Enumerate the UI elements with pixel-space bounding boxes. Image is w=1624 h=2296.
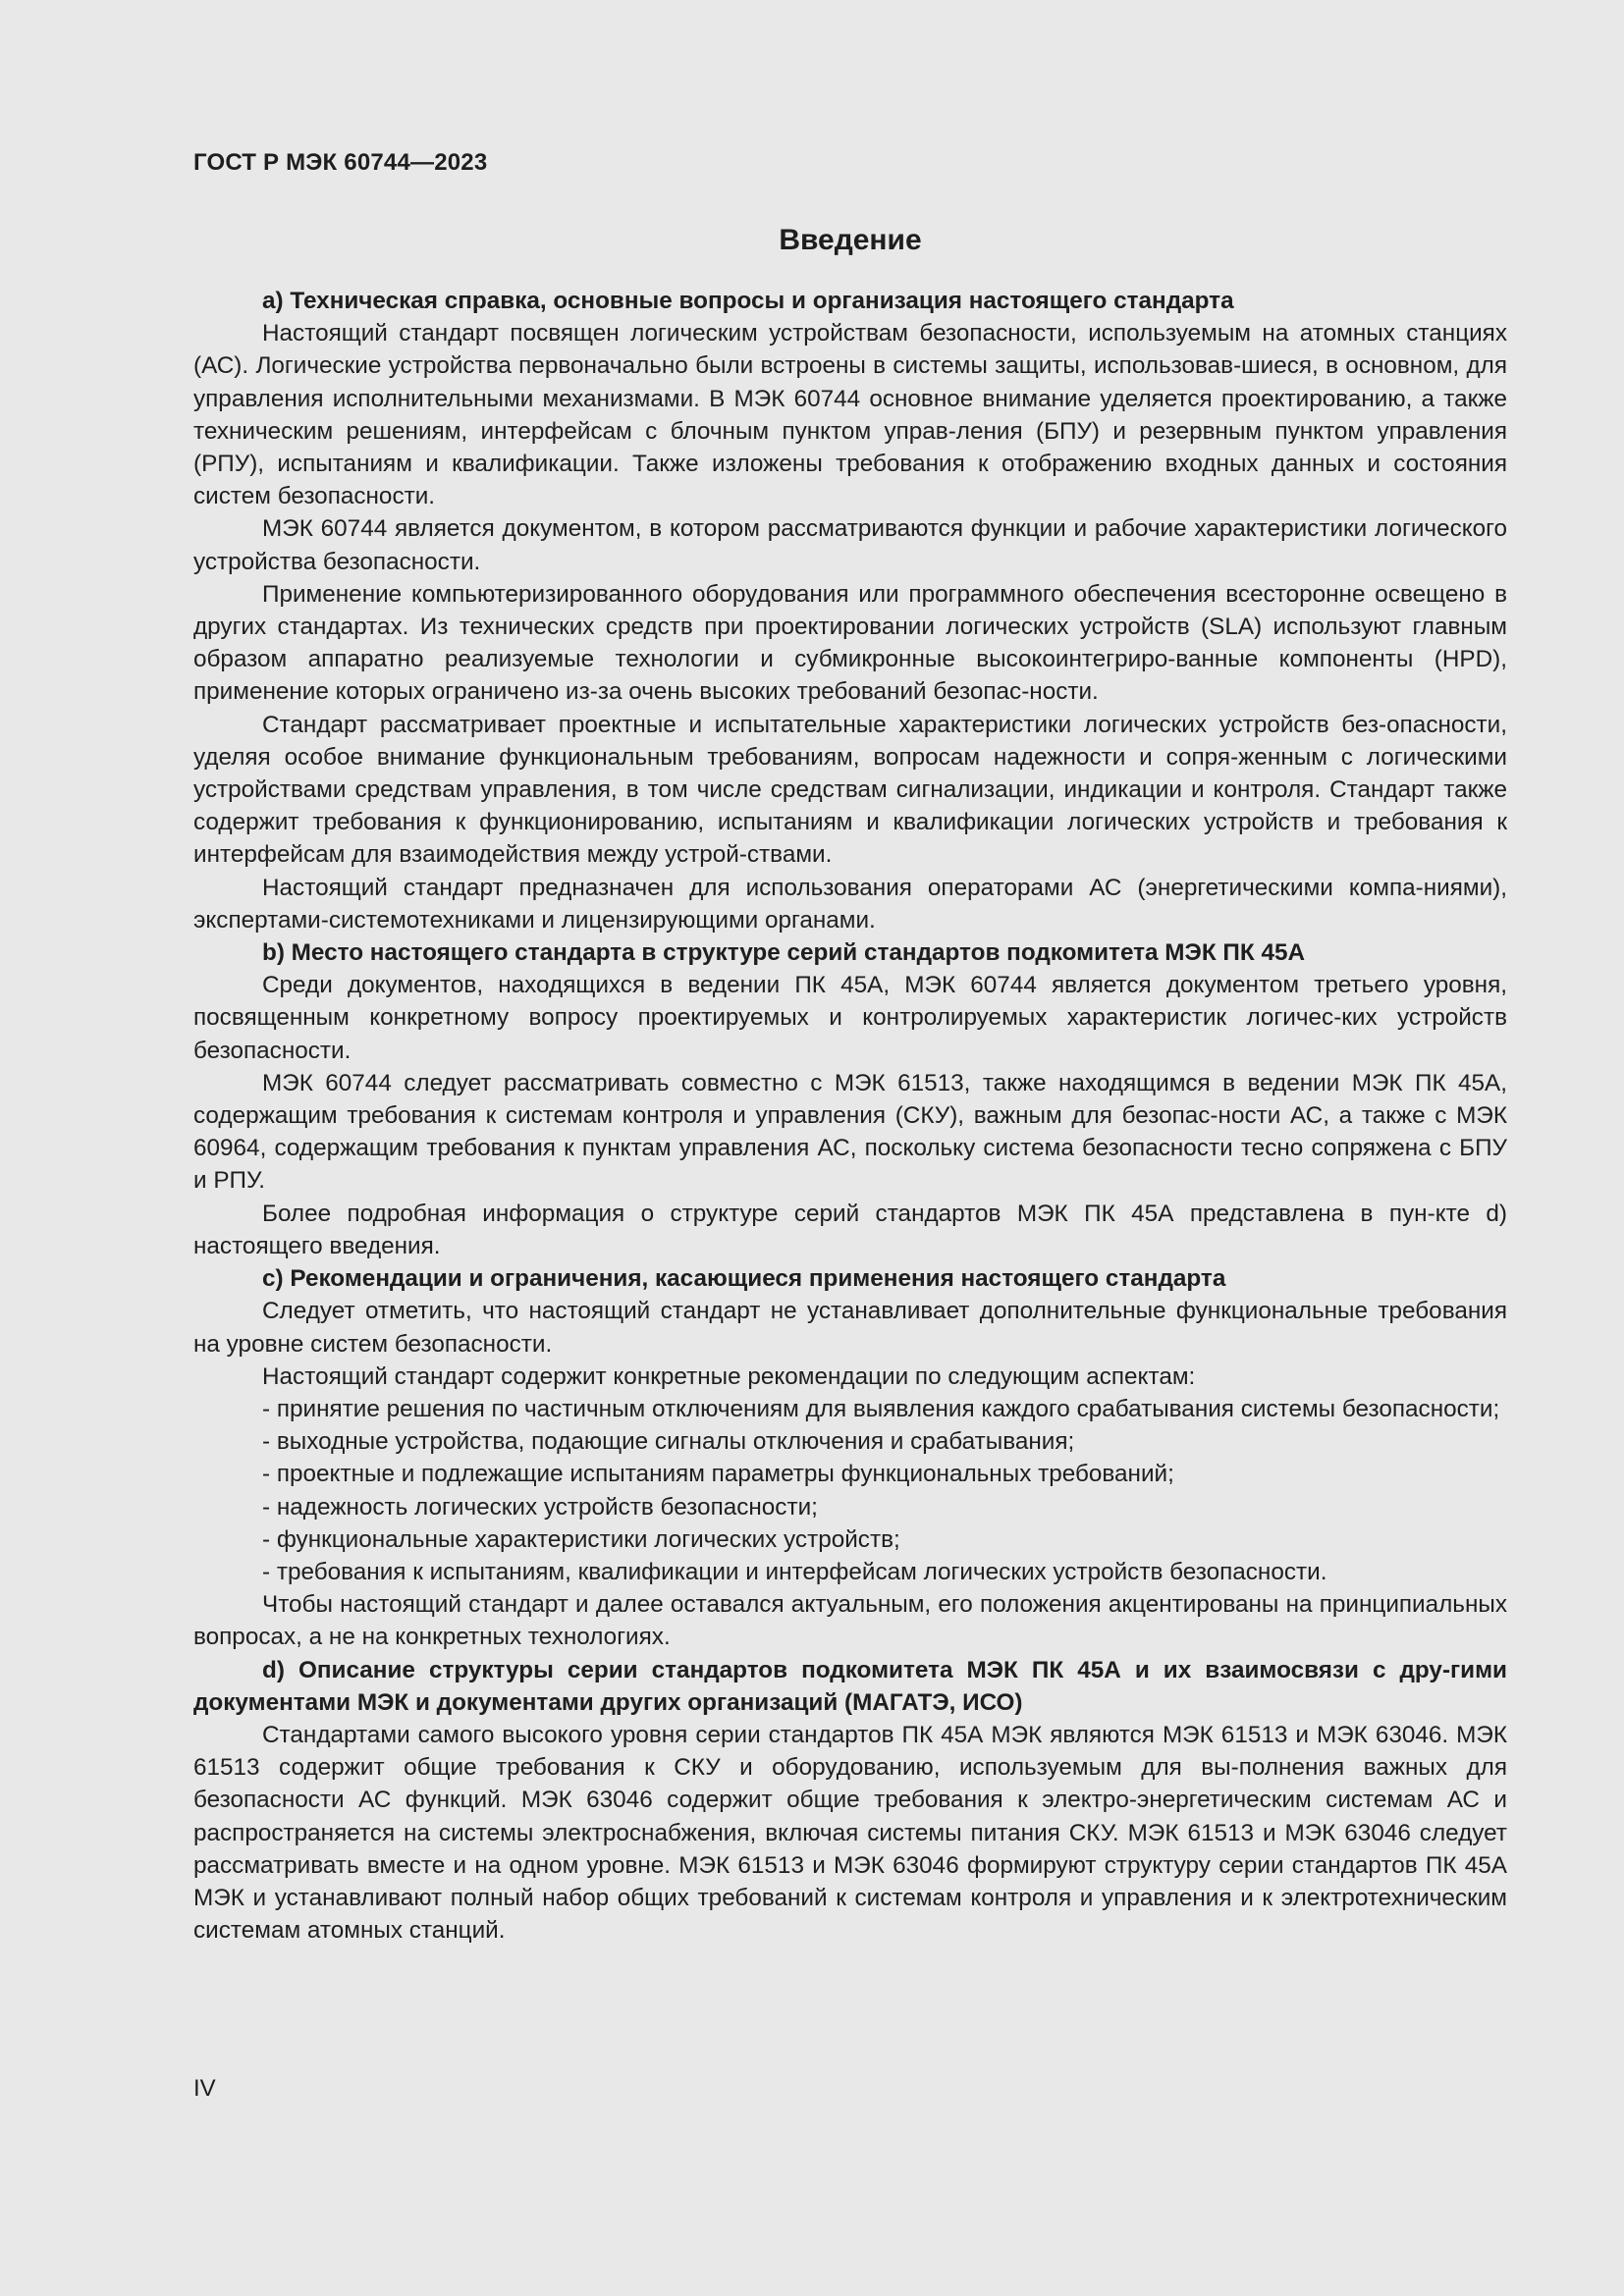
paragraph: Следует отметить, что настоящий стандарт не устанавливает дополнительные функциональные требования на уровне систем безопасности.	[193, 1298, 1507, 1358]
paragraph: Настоящий стандарт посвящен логическим устройствам безопасности, используемым на атомных станциях (АС). Логические устройства первоначально были встроены в системы защиты, использовав-шиеся, в основном, для управления исполнительными механизмами. В МЭК 60744 основное внимание уделяется проектированию, а также техническим решениям, интерфейсам с блочным пунктом управ-ления (БПУ) и резервным пунктом управления (РПУ), испытаниям и квалификации. Также изложены требования к отображению входных данных и состояния систем безопасности.	[193, 320, 1507, 510]
list-item: - требования к испытаниям, квалификации и интерфейсам логических устройств безопасности.	[262, 1558, 1327, 1585]
section-heading-b: b) Место настоящего стандарта в структуре серий стандартов подкомитета МЭК ПК 45А	[262, 939, 1306, 967]
paragraph: МЭК 60744 следует рассматривать совместно с МЭК 61513, также находящимся в ведении МЭК ПК 45А, содержащим требования к системам контроля и управления (СКУ), важным для безопас-ности АС, а также с МЭК 60964, содержащим требования к пунктам управления АС, поскольку система безопасности тесно сопряжена с БПУ и РПУ.	[193, 1069, 1507, 1195]
paragraph: МЭК 60744 является документом, в котором рассматриваются функции и рабочие характеристики логического устройства безопасности.	[193, 515, 1507, 575]
list-item: - принятие решения по частичным отключениям для выявления каждого срабатывания системы безопасности;	[262, 1395, 1500, 1422]
paragraph: Стандартами самого высокого уровня серии стандартов ПК 45А МЭК являются МЭК 61513 и МЭК 63046. МЭК 61513 содержит общие требования к СКУ и оборудованию, используемым для вы-полнения важных для безопасности АС функций. МЭК 63046 содержит общие требования к электро-энергетическим системам АС и распространяется на системы электроснабжения, включая системы питания СКУ. МЭК 61513 и МЭК 63046 следует рассматривать вместе и на одном уровне. МЭК 61513 и МЭК 63046 формируют структуру серии стандартов ПК 45А МЭК и устанавливают полный набор общих требований к системам контроля и управления и к электротехническим системам атомных станций.	[193, 1721, 1507, 1945]
paragraph: Чтобы настоящий стандарт и далее оставался актуальным, его положения акцентированы на принципиальных вопросах, а не на конкретных технологиях.	[193, 1591, 1507, 1651]
standard-header: ГОСТ Р МЭК 60744—2023	[193, 149, 488, 176]
section-heading-a: a) Техническая справка, основные вопросы и организация настоящего стандарта	[262, 288, 1234, 314]
paragraph: Применение компьютеризированного оборудования или программного обеспечения всесторонне освещено в других стандартах. Из технических средств при проектировании логических устройств (SLA) используют главным образом аппаратно реализуемые технологии и субмикронные высокоинтегриро-ванные компоненты (HPD), применение которых ограничено из-за очень высоких требований безопас-ности.	[193, 580, 1507, 706]
page-title: Введение	[779, 224, 922, 256]
body-text	[193, 285, 1507, 1947]
section-heading-c: c) Рекомендации и ограничения, касающиеся применения настоящего стандарта	[262, 1265, 1226, 1293]
list-item: - функциональные характеристики логических устройств;	[262, 1525, 900, 1553]
paragraph: Настоящий стандарт предназначен для использования операторами АС (энергетическими компа-ниями), экспертами-системотехниками и лицензирующими органами.	[193, 874, 1507, 934]
paragraph: Настоящий стандарт содержит конкретные рекомендации по следующим аспектам:	[262, 1362, 1196, 1390]
paragraph: Стандарт рассматривает проектные и испытательные характеристики логических устройств без-опасности, уделяя особое внимание функциональным требованиям, вопросам надежности и сопря-женным с логическими устройствами средствам управления, в том числе средствам сигнализации, индикации и контроля. Стандарт также содержит требования к функционированию, испытаниям и квалификации логических устройств и требования к интерфейсам для взаимодействия между устрой-ствами.	[193, 711, 1507, 869]
section-heading-d: d) Описание структуры серии стандартов подкомитета МЭК ПК 45А и их взаимосвязи с дру-гими документами МЭК и документами других организаций (МАГАТЭ, ИСО)	[193, 1656, 1507, 1716]
paragraph: Среди документов, находящихся в ведении ПК 45А, МЭК 60744 является документом третьего уровня, посвященным конкретному вопросу проектируемых и контролируемых характеристик логичес-ких устройств безопасности.	[193, 972, 1507, 1064]
list-item: - надежность логических устройств безопасности;	[262, 1493, 818, 1521]
page-number: IV	[193, 2075, 216, 2102]
paragraph: Более подробная информация о структуре серий стандартов МЭК ПК 45А представлена в пун-кте d) настоящего введения.	[193, 1200, 1507, 1259]
list-item: - проектные и подлежащие испытаниям параметры функциональных требований;	[262, 1461, 1174, 1488]
list-item: - выходные устройства, подающие сигналы отключения и срабатывания;	[262, 1428, 1075, 1456]
